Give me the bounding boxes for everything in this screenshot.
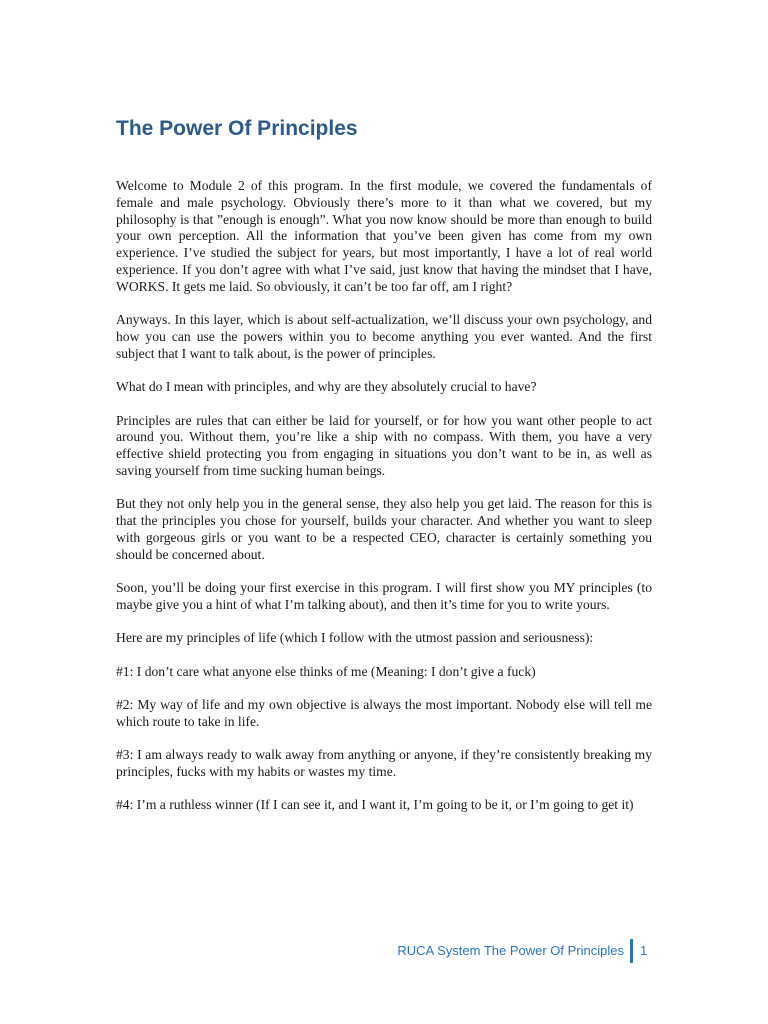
footer-divider xyxy=(630,939,633,963)
principle-item: #1: I don’t care what anyone else thinks of me (Meaning: I don’t give a fuck) xyxy=(116,663,536,679)
paragraph: Soon, you’ll be doing your first exercise in this program. I will first show you MY principles (to maybe give you a hint of what I’m talking about), and then it’s time for you to write yours. xyxy=(116,580,652,612)
body-text xyxy=(116,178,652,831)
paragraph: Welcome to Module 2 of this program. In the first module, we covered the fundamentals of female and male psychology. Obviously there’s more to it than what we covered, but my philosophy is that ”enough is enough”. What you now know should be more than enough to build your own perception. All the information that you’ve been given has come from my own experience. I’ve studied the subject for years, but most importantly, I have a lot of real world experience. If you don’t agree with what I’ve said, just know that having the mindset that I have, WORKS. It gets me laid. So obviously, it can’t be too far off, am I right? xyxy=(116,178,652,294)
page-title: The Power Of Principles xyxy=(116,117,358,140)
principle-item: #4: I’m a ruthless winner (If I can see it, and I want it, I’m going to be it, or I’m going to get it) xyxy=(116,797,634,813)
paragraph: Principles are rules that can either be laid for yourself, or for how you want other people to act around you. Without them, you’re like a ship with no compass. With them, you have a very effective shield protecting you from engaging in situations you don’t want to be in, as well as saving yourself from time sucking human beings. xyxy=(116,412,652,478)
principle-item: #3: I am always ready to walk away from anything or anyone, if they’re consistently breaking my principles, fucks with my habits or wastes my time. xyxy=(116,747,652,780)
principle-item: #2: My way of life and my own objective is always the most important. Nobody else will tell me which route to take in life. xyxy=(116,697,652,729)
page-number: 1 xyxy=(640,943,648,958)
paragraph: But they not only help you in the general sense, they also help you get laid. The reason for this is that the principles you chose for yourself, builds your character. And whether you want to sleep with gorgeous girls or you want to be a respected CEO, character is certainly something you should be concerned about. xyxy=(116,496,652,562)
paragraph: Here are my principles of life (which I follow with the utmost passion and seriousness): xyxy=(116,630,594,646)
paragraph: What do I mean with principles, and why are they absolutely crucial to have? xyxy=(116,379,537,395)
page-footer xyxy=(0,939,768,965)
footer-running-title: RUCA System The Power Of Principles xyxy=(397,943,624,958)
paragraph: Anyways. In this layer, which is about self-actualization, we’ll discuss your own psychology, and how you can use the powers within you to become anything you ever wanted. And the first subject that I want to talk about, is the power of principles. xyxy=(116,312,652,361)
